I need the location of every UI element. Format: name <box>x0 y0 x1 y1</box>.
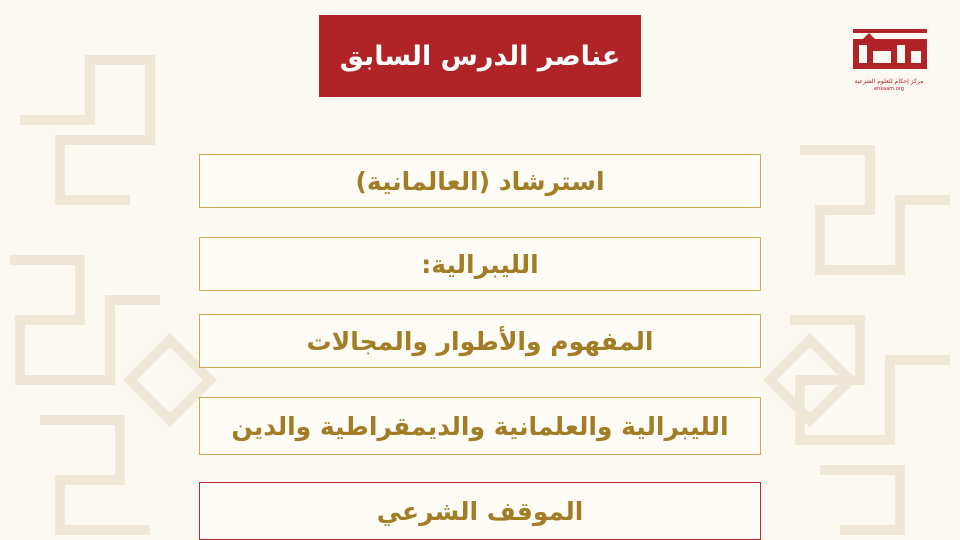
lesson-item-sharia-position: الموقف الشرعي <box>199 482 761 540</box>
logo-sub: ehkaam.org <box>874 86 904 92</box>
lesson-item-liberalism: الليبرالية: <box>199 237 761 291</box>
lesson-item-concept: المفهوم والأطوار والمجالات <box>199 314 761 368</box>
lesson-item-relations: الليبرالية والعلمانية والديمقراطية والدين <box>199 397 761 455</box>
lesson-item-istirshad: استرشاد (العالمانية) <box>199 154 761 208</box>
slide-title: عناصر الدرس السابق <box>319 15 641 97</box>
logo-tagline: مركز إحكام للعلوم الشرعية <box>854 78 924 85</box>
